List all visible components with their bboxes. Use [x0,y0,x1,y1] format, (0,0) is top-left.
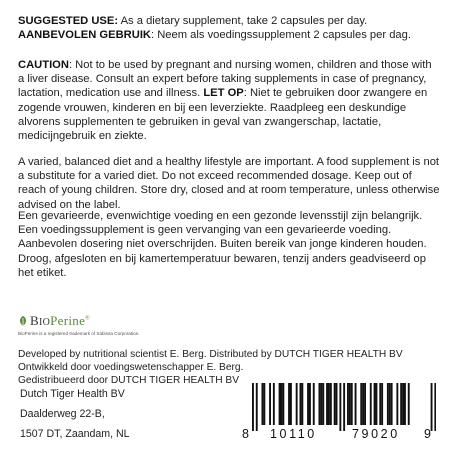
address-street: Daalderweg 22-B, [20,408,105,420]
barcode-bar [320,383,322,425]
usage-nl-label: AANBEVOLEN GEBRUIK [18,29,152,42]
bioperine-logo [18,313,140,336]
barcode-bar [256,383,258,431]
logo-cap: B [30,313,39,328]
barcode-first-digit: 8 [242,427,249,441]
barcode-bar [307,383,309,425]
usage-en-text: As a dietary supplement, take 2 capsules per day. [118,15,368,27]
barcode-bar [347,383,349,425]
barcode-bar [376,383,378,425]
barcode-bar [374,383,376,425]
caution-en-label: CAUTION [18,59,69,71]
barcode-bars [240,383,436,431]
leaf-icon [18,315,28,327]
info-nl-paragraph: Een gevarieerde, evenwichtige voeding en een gezonde levensstijl zijn belangrijk. Een voedingssupplement is geen vervanging van een gevarieerde voeding. Aanbevolen dosering niet overschrijden. Buiten bereik van jonge kinderen houden. Droog, afgesloten en bij kamertemperatuur bewaren, tenzij anders geadviseerd op het etiket. [18,210,427,279]
barcode-bar [279,383,281,425]
barcode-bar [387,383,389,425]
barcode-bar [322,383,324,425]
barcode-right-group: 79020 [352,427,400,441]
barcode-bar [263,383,265,425]
usage-section [18,14,440,42]
barcode-bar [391,383,393,425]
barcode-bar [269,383,271,425]
barcode-bar [281,383,283,425]
barcode-bar [309,383,311,425]
barcode-bar [334,383,336,425]
barcode-bar [362,383,364,425]
usage-en-label: SUGGESTED USE: [18,15,119,27]
barcode-bar [273,383,275,425]
usage-nl-text: : Neem als voedingssupplement 2 capsules per dag. [151,29,411,42]
info-en-paragraph: A varied, balanced diet and a healthy lifestyle are important. A food supplement is not a substitute for a varied diet. Do not exceed recommended dosage. Keep out of reach of young children. Store dry, closed and at room temperature, unless otherwise advised on the label. [18,156,440,211]
barcode [240,383,436,445]
barcode-bar [288,383,290,425]
barcode-bar [339,383,341,431]
barcode-bar [300,383,302,425]
barcode-bar [355,383,357,425]
barcode-bar [364,383,366,425]
caution-nl-text: : Niet te gebruiken door zwangere en zogende vrouwen, kinderen en bij een leverziekte. Raadpleeg een deskundige alvorens supplementen te gebruiken in geval van zwangerschap, lactatie, medicijngebruik en ziekte. [18,87,428,143]
barcode-bar [330,383,332,425]
barcode-bar [301,383,303,425]
trademark-note: BioPerine is a registered trademark of Sabinsa Corporation. [18,331,140,336]
barcode-bar [252,383,254,431]
barcode-bar [336,383,338,425]
usage-nl [18,28,440,42]
barcode-bar [404,383,406,425]
barcode-bar [360,383,362,425]
barcode-bar [319,383,321,425]
barcode-bar [396,383,398,425]
barcode-bar [402,383,404,425]
barcode-bar [408,383,410,425]
barcode-digits [240,427,436,443]
barcode-bar [349,383,351,425]
barcode-check-digit: 9 [424,427,431,441]
barcode-bar [326,383,328,425]
barcode-bar [282,383,284,425]
developer-section [18,348,403,388]
barcode-bar [296,383,298,425]
barcode-bar [313,383,315,425]
logo-registered: ® [85,315,91,322]
barcode-bar [262,383,264,425]
barcode-bar [370,383,372,425]
logo-wordmark [30,313,90,329]
logo-small: IO [38,317,51,328]
caution-nl-label: LET OP [203,87,244,100]
barcode-bar [389,383,391,425]
barcode-bar [381,383,383,425]
barcode-left-group: 10110 [270,427,317,441]
barcode-bar [343,383,345,431]
caution-section [18,58,440,143]
developer-line-2: Ontwikkeld door voedingswetenschapper E. Berg. [18,362,244,374]
developer-line-1: Developed by nutritional scientist E. Berg. Distributed by DUTCH TIGER HEALTH BV [18,349,403,360]
address-company: Dutch Tiger Health BV [20,388,125,400]
barcode-bar [431,383,433,431]
barcode-bar [434,383,436,431]
barcode-bar [379,383,381,425]
barcode-bar [290,383,292,425]
address-section [20,384,130,444]
logo-rest: Perine [50,313,86,328]
usage-en [18,14,440,28]
developer-line-3: Gedistribueerd door DUTCH TIGER HEALTH BV [18,375,239,387]
barcode-bar [400,383,402,425]
caution-en-text: : Not to be used by pregnant and nursing women, children and those with a liver disease. Consult an expert before taking supplements in case of pregnancy, lactation, medication use and illness. [18,59,432,100]
address-city: 1507 DT, Zaandam, NL [20,428,130,440]
barcode-bar [351,383,353,425]
barcode-bar [328,383,330,425]
